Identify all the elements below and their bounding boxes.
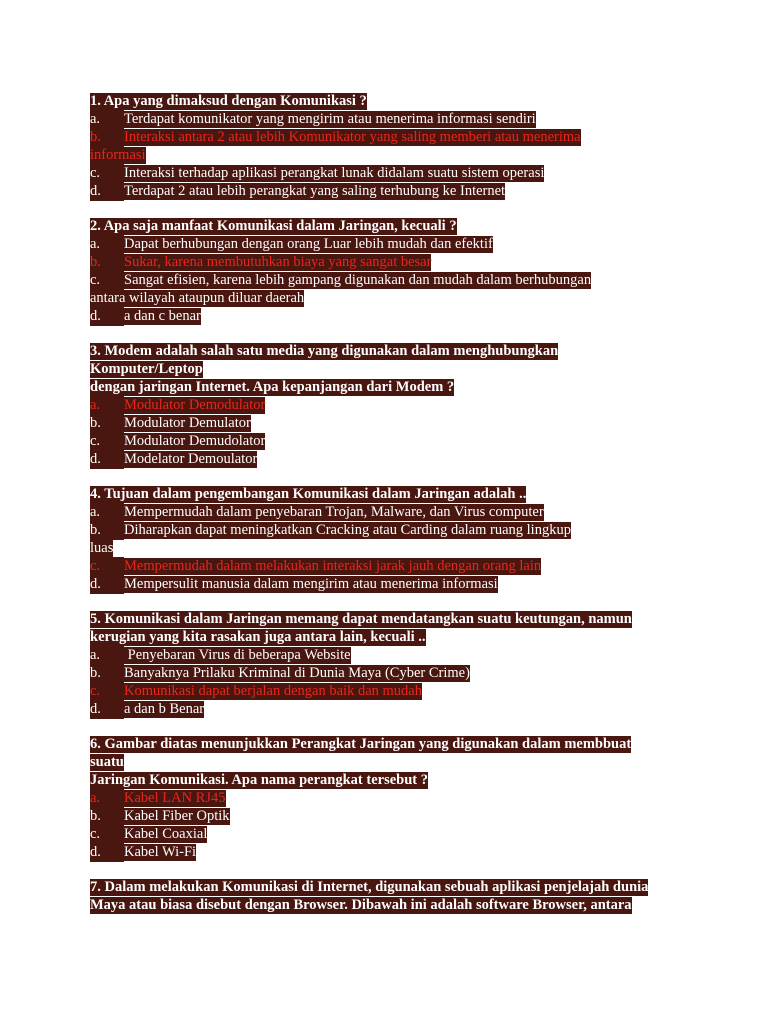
line-text: Kabel Wi-Fi (124, 844, 197, 860)
line-text: kerugian yang kita rasakan juga antara lain, kecuali .. (90, 629, 426, 645)
option-marker: a. (90, 235, 124, 254)
line-text: 3. Modem adalah salah satu media yang digunakan dalam menghubungkan (90, 343, 559, 359)
answer-option (90, 575, 690, 593)
option-marker: c. (90, 682, 124, 701)
question-text-line (90, 92, 690, 110)
question-text-line (90, 753, 690, 771)
question-text-line (90, 360, 690, 378)
question-block (90, 610, 690, 718)
line-text: Jaringan Komunikasi. Apa nama perangkat tersebut ? (90, 772, 428, 788)
question-block (90, 878, 690, 914)
question-block (90, 342, 690, 468)
answer-option (90, 843, 690, 861)
answer-option (90, 164, 690, 182)
option-marker: c. (90, 557, 124, 576)
line-text: Terdapat 2 atau lebih perangkat yang saling terhubung ke Internet (124, 183, 506, 199)
line-text: 4. Tujuan dalam pengembangan Komunikasi dalam Jaringan adalah .. (90, 486, 527, 502)
option-marker: d. (90, 843, 124, 862)
question-text-line (90, 378, 690, 396)
line-text: 2. Apa saja manfaat Komunikasi dalam Jaringan, kecuali ? (90, 218, 457, 234)
answer-option (90, 521, 690, 539)
answer-option (90, 253, 690, 271)
answer-option (90, 557, 690, 575)
line-text: Interaksi antara 2 atau lebih Komunikator yang saling memberi atau menerima (124, 129, 581, 145)
line-text: Komunikasi dapat berjalan dengan baik dan mudah (124, 683, 422, 699)
option-marker: a. (90, 503, 124, 522)
answer-option (90, 235, 690, 253)
question-text-line (90, 896, 690, 914)
line-text: dengan jaringan Internet. Apa kepanjangan dari Modem ? (90, 379, 455, 395)
question-block (90, 217, 690, 325)
question-text-line (90, 735, 690, 753)
text-continuation (90, 539, 690, 557)
option-marker: a. (90, 789, 124, 808)
answer-option (90, 503, 690, 521)
option-marker: d. (90, 700, 124, 719)
option-marker: c. (90, 271, 124, 290)
line-text: Diharapkan dapat meningkatkan Cracking atau Carding dalam ruang lingkup (124, 522, 571, 538)
line-text: 6. Gambar diatas menunjukkan Perangkat Jaringan yang digunakan dalam membbuat (90, 736, 632, 752)
answer-option (90, 396, 690, 414)
question-block (90, 485, 690, 593)
line-text: Terdapat komunikator yang mengirim atau menerima informasi sendiri (124, 111, 536, 127)
option-marker: d. (90, 182, 124, 201)
line-text: Dapat berhubungan dengan orang Luar lebih mudah dan efektif (124, 236, 493, 252)
line-text: Modulator Demudolator (124, 433, 266, 449)
question-text-line (90, 771, 690, 789)
option-marker: b. (90, 253, 124, 272)
option-marker: d. (90, 307, 124, 326)
question-text-line (90, 485, 690, 503)
option-marker: a. (90, 646, 124, 665)
option-marker: b. (90, 521, 124, 540)
question-text-line (90, 342, 690, 360)
option-marker: a. (90, 396, 124, 415)
line-text: Modulator Demodulator (124, 397, 266, 413)
option-marker: b. (90, 414, 124, 433)
text-continuation (90, 146, 690, 164)
line-text: luas (90, 540, 114, 556)
option-marker: d. (90, 450, 124, 469)
answer-option (90, 450, 690, 468)
answer-option (90, 664, 690, 682)
line-text: Komputer/Leptop (90, 361, 203, 377)
line-text: Kabel LAN RJ45 (124, 790, 226, 806)
text-continuation (90, 289, 690, 307)
question-text-line (90, 610, 690, 628)
line-text: 7. Dalam melakukan Komunikasi di Internet, digunakan sebuah aplikasi penjelajah dunia (90, 879, 649, 895)
question-text-line (90, 878, 690, 896)
line-text: a dan c benar (124, 308, 201, 324)
line-text: informasi (90, 147, 146, 163)
line-text: Interaksi terhadap aplikasi perangkat lunak didalam suatu sistem operasi (124, 165, 545, 181)
option-marker: c. (90, 825, 124, 844)
answer-option (90, 182, 690, 200)
line-text: Kabel Coaxial (124, 826, 208, 842)
line-text: suatu (90, 754, 124, 770)
answer-option (90, 128, 690, 146)
option-marker: b. (90, 128, 124, 147)
line-text: Modulator Demulator (124, 415, 251, 431)
option-marker: b. (90, 664, 124, 683)
line-text: 1. Apa yang dimaksud dengan Komunikasi ? (90, 93, 367, 109)
line-text: Penyebaran Virus di beberapa Website (124, 647, 351, 663)
line-text: Mempermudah dalam penyebaran Trojan, Malware, dan Virus computer (124, 504, 544, 520)
answer-option (90, 682, 690, 700)
option-marker: d. (90, 575, 124, 594)
question-block (90, 735, 690, 861)
option-marker: b. (90, 807, 124, 826)
answer-option (90, 271, 690, 289)
question-text-line (90, 217, 690, 235)
option-marker: a. (90, 110, 124, 129)
option-marker: c. (90, 164, 124, 183)
question-block (90, 92, 690, 200)
document-body (90, 92, 690, 931)
line-text: Kabel Fiber Optik (124, 808, 230, 824)
answer-option (90, 110, 690, 128)
line-text: Modelator Demoulator (124, 451, 258, 467)
line-text: antara wilayah ataupun diluar daerah (90, 290, 305, 306)
line-text: 5. Komunikasi dalam Jaringan memang dapat mendatangkan suatu keutungan, namun (90, 611, 632, 627)
line-text: Sukar, karena membutuhkan biaya yang sangat besar (124, 254, 432, 270)
line-text: a dan b Benar (124, 701, 205, 717)
answer-option (90, 807, 690, 825)
option-marker: c. (90, 432, 124, 451)
answer-option (90, 307, 690, 325)
line-text: Mempermudah dalam melakukan interaksi jarak jauh dengan orang lain (124, 558, 542, 574)
answer-option (90, 414, 690, 432)
line-text: Maya atau biasa disebut dengan Browser. Dibawah ini adalah software Browser, antara (90, 897, 632, 913)
line-text: Sangat efisien, karena lebih gampang digunakan dan mudah dalam berhubungan (124, 272, 592, 288)
answer-option (90, 789, 690, 807)
line-text: Mempersulit manusia dalam mengirim atau menerima informasi (124, 576, 498, 592)
question-text-line (90, 628, 690, 646)
answer-option (90, 700, 690, 718)
line-text: Banyaknya Prilaku Kriminal di Dunia Maya (Cyber Crime) (124, 665, 470, 681)
answer-option (90, 825, 690, 843)
answer-option (90, 432, 690, 450)
answer-option (90, 646, 690, 664)
